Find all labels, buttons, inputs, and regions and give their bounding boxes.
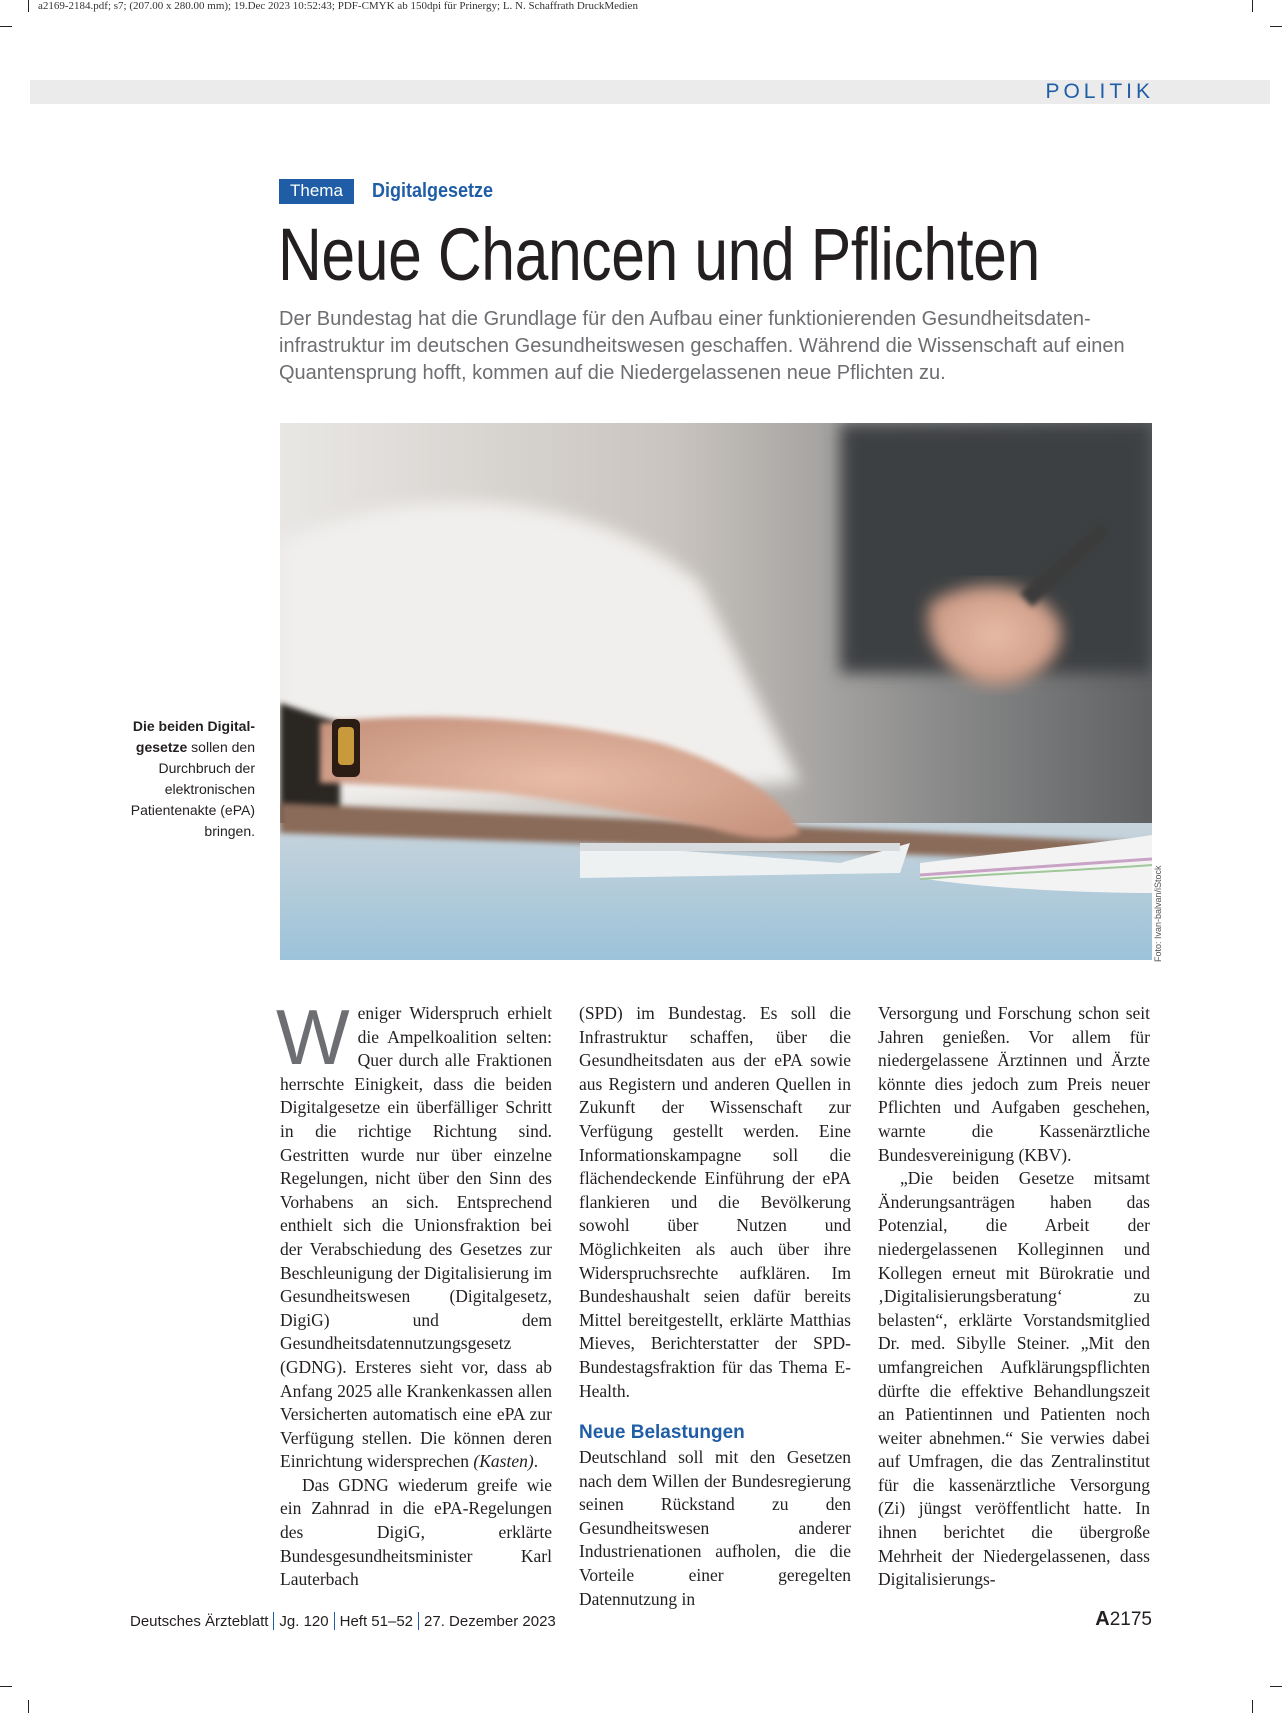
- print-slug: a2169-2184.pdf; s7; (207.00 x 280.00 mm); 19.Dec 2023 10:52:43; PDF-CMYK ab 150dpi für Prinergy; L. N. Schaffrath DruckMedien: [38, 0, 638, 12]
- paragraph: [276, 993, 552, 1474]
- volume: Jg. 120: [279, 1612, 329, 1630]
- article-column-2: [579, 1002, 851, 1611]
- divider: [334, 1612, 335, 1630]
- photo-caption: [100, 716, 255, 842]
- lead-paragraph: Der Bundestag hat die Grundlage für den Aufbau einer funktionierenden Gesundheitsdaten-infrastruktur im deutschen Gesundheitswesen geschaffen. Während die Wissenschaft auf einen Quantensprung hofft, kommen auf die Niedergelassenen neue Pflichten zu.: [279, 308, 1125, 384]
- drop-cap: W: [276, 993, 350, 1081]
- page-number-value: 2175: [1109, 1609, 1152, 1630]
- photo-credit: Foto: Ivan-balvan/iStock: [1153, 865, 1163, 962]
- caption-bold: Die beiden Digital-gesetze: [132, 718, 255, 755]
- caption-text: sollen den Durchbruch der elektronischen Patientenakte (ePA) bringen.: [130, 739, 255, 839]
- paragraph-ref: (Kasten): [473, 1451, 534, 1472]
- issue-date: 27. Dezember 2023: [424, 1612, 556, 1630]
- subheading: Neue Belastungen: [579, 1422, 745, 1444]
- article-photo: [280, 423, 1152, 960]
- paragraph: „Die beiden Gesetze mitsamt Änderungsanträgen haben das Potenzial, die Arbeit der niedergelassenen Kolleginnen und Kollegen erneut mit Bürokratie und ‚Digitalisierungsberatung‘ zu belasten“, erklärte Vorstandsmitglied Dr. med. Sibylle Steiner. „Mit den umfangreichen Aufklärungspflichten dürfte die effektive Behandlungszeit an Patientinnen und Patienten noch weiter abnehmen.“ Sie verwies dabei auf Umfragen, die das Zentralinstitut für die kassenärztliche Versorgung (Zi) jüngst veröffentlicht hatte. In ihnen berichtet die übergroße Mehrheit der Niedergelassenen, dass Digitalisierungs-: [878, 1168, 1150, 1590]
- photo-illustration: [280, 423, 1152, 960]
- page-prefix: A: [1095, 1608, 1110, 1630]
- page-footer: [130, 1612, 556, 1630]
- crop-mark: [0, 26, 12, 27]
- crop-mark: [1270, 26, 1282, 27]
- page-number: [1095, 1608, 1152, 1631]
- crop-mark: [1270, 1686, 1282, 1687]
- crop-mark: [1252, 0, 1253, 12]
- paragraph: Deutschland soll mit den Gesetzen nach dem Willen der Bundesregierung seinen Rückstand zu den Gesundheitswesen anderer Industrienationen aufholen, die die Vorteile einer geregelten Datennutzung in: [579, 1447, 851, 1609]
- divider: [273, 1612, 274, 1630]
- paragraph-text: eniger Widerspruch erhielt die Ampelkoalition selten: Quer durch alle Fraktionen herrschte Einigkeit, dass die beiden Digitalgesetze ein überfälliger Schritt in die richtige Richtung sind. Gestritten wurde nur über einzelne Regelungen, nicht über den Sinn des Vorhabens an sich. Entsprechend enthielt sich die Unionsfraktion bei der Verabschiedung des Gesetzes zur Beschleunigung der Digitalisierung im Gesundheitswesen (Digitalgesetz, DigiG) und dem Gesundheitsdatennutzungsgesetz (GDNG). Ersteres sieht vor, dass ab Anfang 2025 alle Krankenkassen allen Versicherten automatisch eine ePA zur Verfügung stellen. Die können deren Einrichtung widersprechen: [280, 1003, 552, 1472]
- crop-mark: [0, 1686, 12, 1687]
- thema-badge: Thema: [279, 179, 354, 204]
- issue: Heft 51–52: [339, 1612, 414, 1630]
- article-column-1: [276, 993, 552, 1592]
- article-column-3: [878, 1002, 1150, 1592]
- crop-mark: [28, 0, 29, 12]
- section-label: POLITIK: [1045, 80, 1154, 103]
- kicker: [279, 179, 506, 204]
- paragraph: Versorgung und Forschung schon seit Jahren genießen. Vor allem für niedergelassene Ärztinnen und Ärzte könnte dies jedoch zum Preis neuer Pflichten und Aufgaben geschehen, warnte die Kassenärztliche Bundesvereinigung (KBV).: [878, 1003, 1150, 1165]
- kicker-topic: Digitalgesetze: [371, 180, 493, 202]
- paragraph: Das GDNG wiederum greife wie ein Zahnrad in die ePA-Regelungen des DigiG, erklärte Bundesgesundheitsminister Karl Lauterbach: [280, 1474, 552, 1590]
- crop-mark: [1252, 1700, 1253, 1713]
- paragraph-end: .: [533, 1451, 539, 1472]
- paragraph: (SPD) im Bundestag. Es soll die Infrastruktur schaffen, über die Gesundheitsdaten aus der ePA sowie aus Registern und anderen Quellen in Zukunft der Wissenschaft zur Verfügung gestellt werden. Eine Informationskampagne soll die flächendeckende Einführung der ePA flankieren und die Bevölkerung sowohl über Nutzen und Möglichkeiten als auch über ihre Widerspruchsrechte aufklären. Im Bundeshaushalt seien dafür bereits Mittel bereitgestellt, erklärte Matthias Mieves, Berichterstatter der SPD-Bundestagsfraktion für das Thema E-Health.: [579, 1003, 851, 1401]
- journal-name: Deutsches Ärzteblatt: [130, 1612, 269, 1630]
- divider: [418, 1612, 419, 1630]
- crop-mark: [28, 1700, 29, 1713]
- headline: Neue Chancen und Pflichten: [278, 213, 1040, 296]
